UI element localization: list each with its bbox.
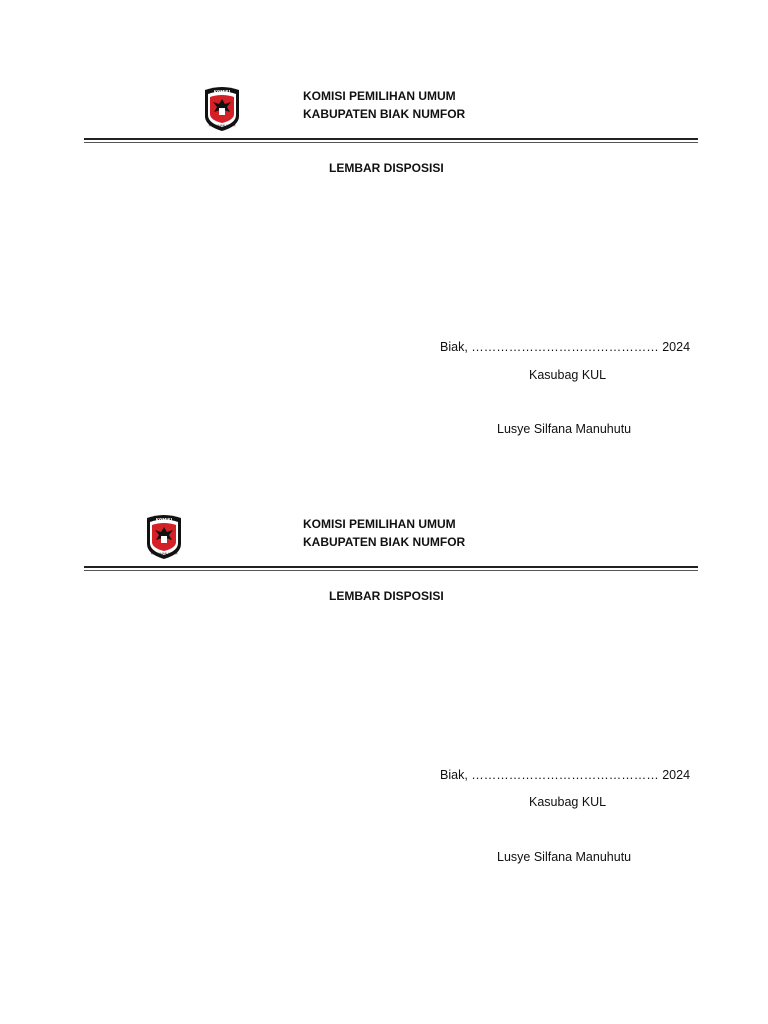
place-date-line: Biak, ……………………………………… 2024 xyxy=(440,340,691,354)
kpu-logo xyxy=(202,86,242,132)
signer-position: Kasubag KUL xyxy=(529,795,607,809)
document-title: LEMBAR DISPOSISI xyxy=(329,589,444,603)
signer-position: Kasubag KUL xyxy=(529,368,607,382)
org-name-line2: KABUPATEN BIAK NUMFOR xyxy=(303,107,466,121)
logo-text-top: KOMISI xyxy=(213,89,231,95)
document-title: LEMBAR DISPOSISI xyxy=(329,161,444,175)
disposition-sheet-1 xyxy=(0,0,768,436)
signer-name: Lusye Silfana Manuhutu xyxy=(497,850,632,864)
org-name-line2: KABUPATEN BIAK NUMFOR xyxy=(303,535,466,549)
logo-text-bottom: PEMILIHAN UMUM xyxy=(208,123,236,128)
logo-text-bottom: PEMILIHAN UMUM xyxy=(150,551,178,556)
signer-name: Lusye Silfana Manuhutu xyxy=(497,422,632,436)
org-name-line1: KOMISI PEMILIHAN UMUM xyxy=(303,517,456,531)
header-divider xyxy=(84,138,698,143)
place-date-line: Biak, ……………………………………… 2024 xyxy=(440,768,691,782)
disposition-sheet-2 xyxy=(0,428,768,864)
org-name-line1: KOMISI PEMILIHAN UMUM xyxy=(303,89,456,103)
logo-text-top: KOMISI xyxy=(155,517,173,523)
header-divider xyxy=(84,566,698,571)
kpu-logo xyxy=(144,514,184,560)
